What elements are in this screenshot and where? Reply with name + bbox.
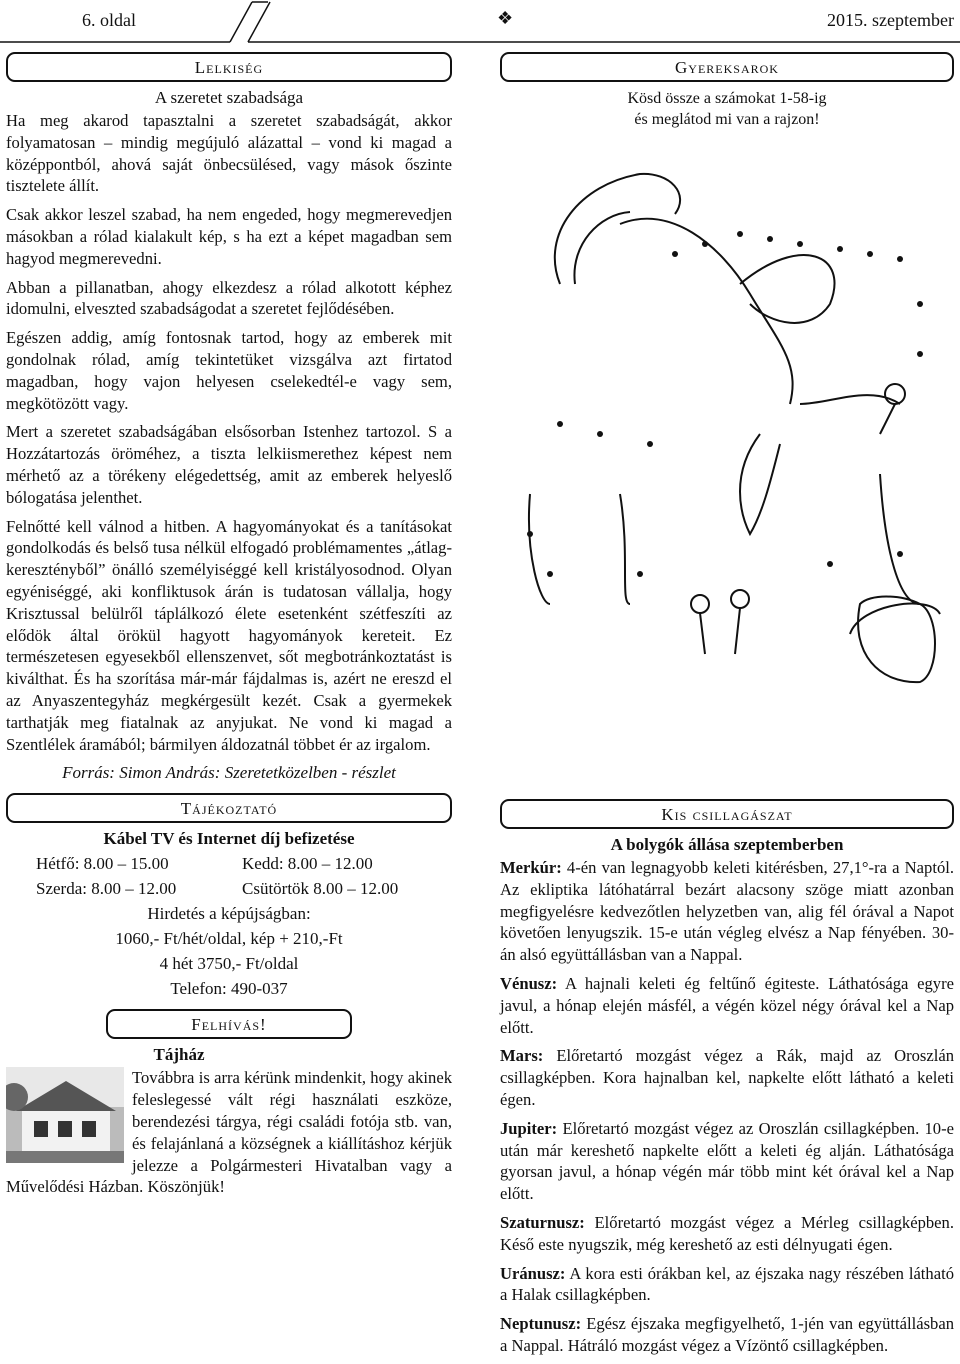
tajhaz-text: Továbbra is arra kérünk mindenkit, hogy akinek feleslegessé vált régi használati eszköze, berendezési tárgya, régi családi fotója stb. van, és felajánlaná a községnek a kiállításhoz kérjük jelezze a Polgármesteri Hivatalban vagy a Művelődési Házban. Köszönjük! [6,1068,452,1197]
planet-name: Vénusz: [500,973,558,993]
planet-name: Merkúr: [500,858,562,877]
info-line: 4 hét 3750,- Ft/oldal [159,954,299,974]
right-column [500,52,954,1364]
header-tab-frame [0,0,960,44]
planet-name: Mars: [500,1046,544,1066]
article-source: Forrás: Simon András: Szeretetközelben - részlet [62,763,396,783]
section-title-gyereksarok: Gyereksarok [500,52,954,82]
page-number: 6. oldal [82,10,136,30]
planet-entry [500,1212,954,1256]
info-line: 1060,- Ft/hét/oldal, kép + 210,-Ft [115,929,343,949]
hours-row [36,851,452,876]
planet-name: Szaturnusz: [500,1212,585,1232]
section-title-felhivas: Felhívás! [106,1009,352,1039]
paragraph: Ha meg akarod tapasztalni a szeretet szabadságát, akkor folyamatosan – mindig megújuló alázattal – vond ki magad a középpontból, ahová saját önbecsülésed, vagy mások őszinte tisztelete állít. [6,111,452,196]
planet-name: Neptunusz: [500,1314,582,1334]
left-column [6,52,452,1198]
puzzle-instruction [500,88,954,130]
astronomy-subtitle: A bolygók állása szeptemberben [610,835,844,854]
planet-text: Előretartó mozgást végez a Mérleg csillagképben. Késő este nyugszik, még kereshető az esti délnyugati égen. [500,1212,954,1254]
issue-date: 2015. szeptember [827,10,954,30]
section-title-tajekoztato: Tájékoztató [6,793,452,823]
paragraph: Abban a pillanatban, ahogy elkezdesz a rólad alkotott képhez idomulni, elveszted szabadságodat a szeretet fejlődésében. [6,277,452,319]
page-header [0,0,960,44]
planet-entry [500,1313,954,1357]
planet-text: A hajnali keleti ég feltűnő égiteste. Láthatósága egyre javul, a hónap elején másfél, a végén közel négy órával kel a Nap előtt. [500,973,954,1037]
tajhaz-notice [6,1067,452,1198]
puzzle-instruction-line: Kösd össze a számokat 1-58-ig [627,90,827,107]
paragraph: Csak akkor leszel szabad, ha nem engeded, hogy megmerevedjen másokban a rólad kialakult kép, s ha ezt a képet magadban sem hagyod megmerevedni. [6,205,452,268]
planet-text: 4-én van legnagyobb keleti kitérésben, 27,1°-ra a Naptól. Az ekliptika látóhatárral bezárt alacsony szöge miatt azonban megfigyelésre kedvezőtlen helyzetben van, alig fél órával a Napot követően lenyugszik. 15-e után végleg elvész a Nap fényében. 30-án alsó együttállásban van a Nappal. [500,858,954,965]
paragraph: Egészen addig, amíg fontosnak tartod, hogy az emberek mit gondolnak rólad, amíg tekintetüket vizsgálva azt firtatod magadban, hogy vajon helyesen cselekedtél-e vagy sem, megkötözött vagy. [6,328,452,413]
planet-entry [500,973,954,1038]
info-line: Hirdetés a képújságban: [147,904,311,924]
planet-entry [500,1045,954,1110]
hours-row [36,876,452,901]
planet-entry [500,1263,954,1307]
dot-to-dot-goat-drawing [500,134,954,694]
planet-text: A kora esti órákban kel, az éjszaka nagy részében látható a Halak csillagképben. [500,1263,954,1305]
house-photo [6,1067,124,1163]
planet-entry [500,1118,954,1205]
planet-text: Előretartó mozgást végez az Oroszlán csillagképben. 10-e után már kereshető napkelte előtt a keleti ég alján. Láthatósága gyorsan javul, a hónap végén már több mint két órával kel a Nap előtt. [500,1118,954,1204]
hours-cell: Kedd: 8.00 – 12.00 [242,854,373,874]
paragraph: Mert a szeretet szabadságában elsősorban Istenhez tartozol. S a Hozzátartozás öröméhez, a tiszta lelkiismerethez képest nem mérhető az a törékeny elégedettség, amit az emberek helyeslő bólogatása jelenthet. [6,422,452,507]
planet-text: Előretartó mozgást végez a Rák, majd az Oroszlán csillagképben. Kora hajnalban kel, napkelte előtt látható a keleti égen. [500,1046,954,1109]
planet-entry [500,857,954,966]
tajhaz-subtitle: Tájház [153,1045,205,1065]
paragraph: Felnőtté kell válnod a hitben. A hagyományokat és a tanításokat gondolkodás és belső tusa nélkül elfogadó problémamentes „átlag-keresztényből” önálló személyiséggé kell kristályosodnod. Olyan egyéniséggé, aki konfliktusok árán is tudatosan vállalja, hogy Krisztussal belülről táplálkozó élete esetenként szétfeszíti az elődök által örökül hagyott hagyományok kereteit. Ez természetesen egyesekből ellenszenvet, sőt megbotránkoztatást is kiválthat. És ha szorítása már-már fájdalmas is, azért ne ereszd el az Anyaszentegyház megkérgesült kezét. Csak a gyermekek tarthatják meg fiatalnak az anyjukat. Ne vond ki magad a Szentlélek áramából; bármilyen áldozatnál többet ér az irgalom. [6,516,452,754]
planet-name: Uránusz: [500,1263,566,1283]
planet-text: Egész éjszaka megfigyelhető, 1-jén van együttállásban a Nappal. Hátráló mozgást végez a Vízöntő csillagképben. [500,1314,954,1355]
ornament-icon: ❖ [497,8,514,28]
hours-cell: Szerda: 8.00 – 12.00 [36,879,177,899]
section-title-lelkiseg: Lelkiség [6,52,452,82]
hours-cell: Csütörtök 8.00 – 12.00 [242,879,399,899]
info-line: Telefon: 490-037 [170,979,288,999]
section-title-csillagaszat: Kis csillagászat [500,799,954,829]
info-subtitle: Kábel TV és Internet díj befizetése [103,829,355,849]
hours-cell: Hétfő: 8.00 – 15.00 [36,854,169,874]
article-subtitle: A szeretet szabadsága [154,88,304,107]
planet-name: Jupiter: [500,1118,558,1138]
puzzle-instruction-line: és meglátod mi van a rajzon! [634,111,820,128]
